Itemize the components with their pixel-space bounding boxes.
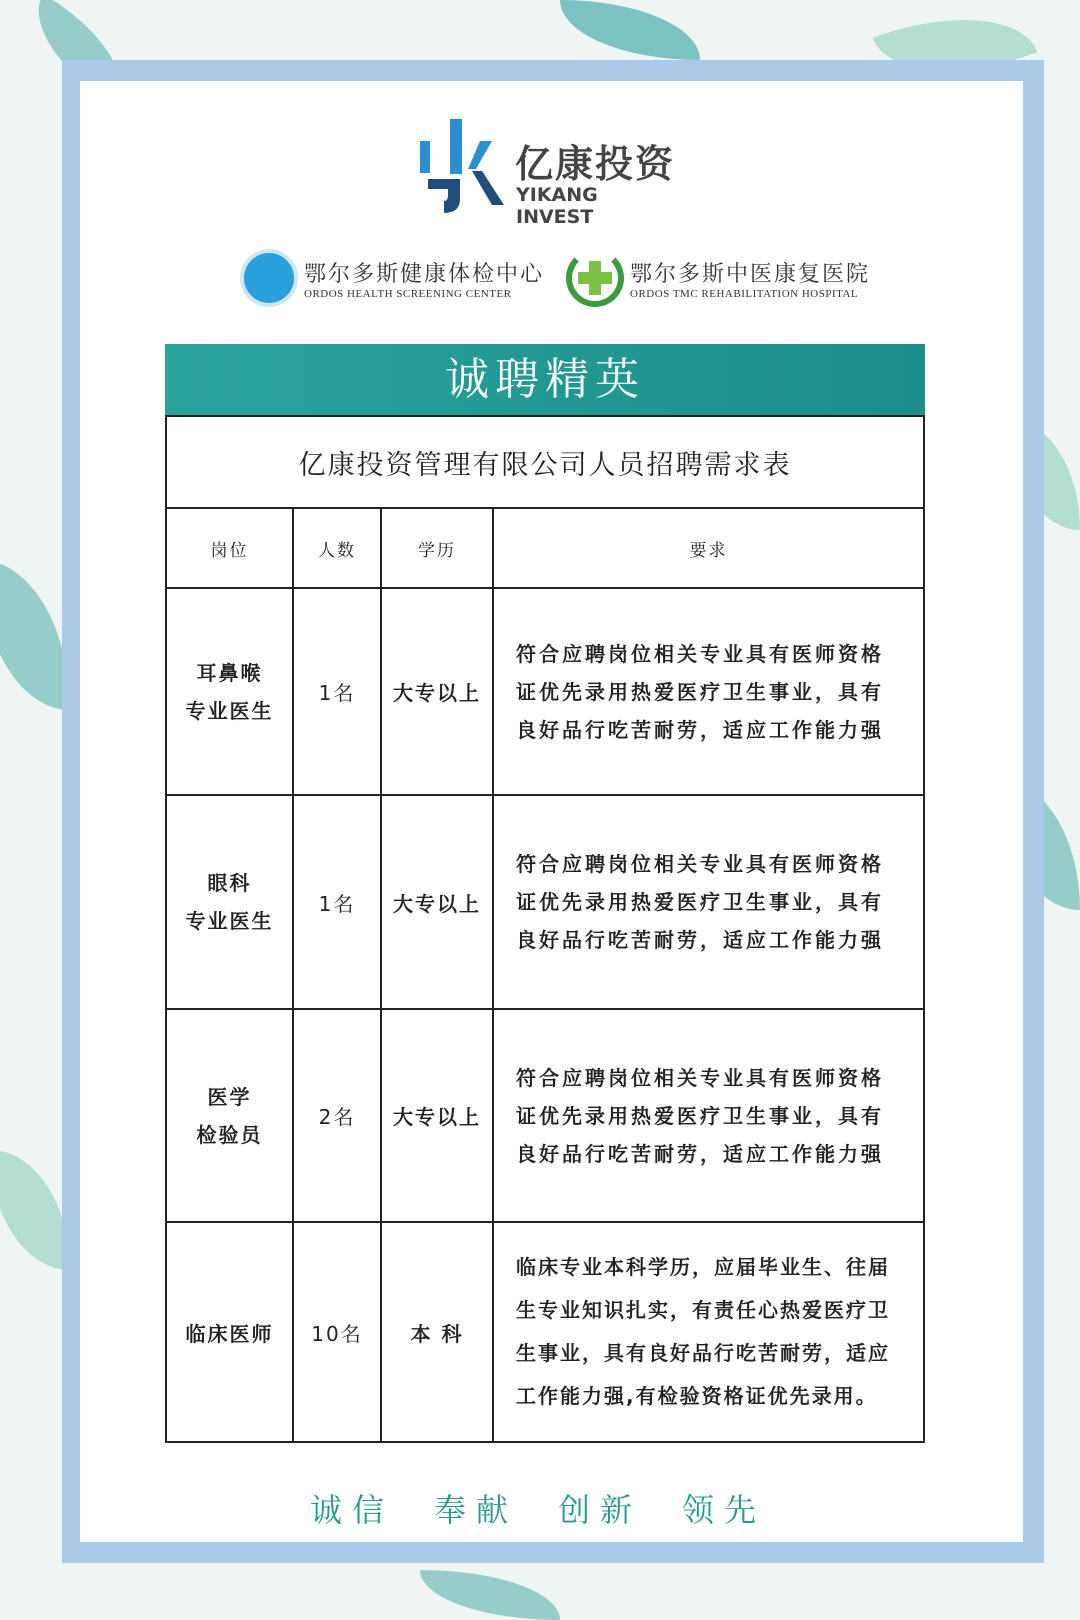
education-cell: 大专以上: [381, 1009, 493, 1222]
slogan-word: 奉献: [434, 1491, 519, 1529]
header-position: 岗位: [166, 508, 293, 588]
slogan-word: 领先: [682, 1491, 767, 1529]
requirement-cell: 临床专业本科学历，应届毕业生、往届生专业知识扎实，有责任心热爱医疗卫生事业，具有良好品行吃苦耐劳，适应工作能力强,有检验资格证优先录用。: [493, 1222, 924, 1442]
logo-name-cn: 亿康投资: [515, 142, 676, 186]
count-cell: 10名: [293, 1222, 381, 1442]
position-line: 临床医师: [185, 1321, 274, 1346]
partner-name-cn: 鄂尔多斯中医康复医院: [630, 261, 871, 287]
table-row: [166, 1009, 924, 1222]
partner-screening-center: [240, 250, 544, 306]
table-title: 亿康投资管理有限公司人员招聘需求表: [166, 416, 924, 508]
count-cell: 1名: [293, 588, 381, 795]
header-requirement: 要求: [493, 508, 924, 588]
logo-name-en: YIKANG INVEST: [516, 184, 598, 228]
table-row: [166, 1222, 924, 1442]
count-cell: 2名: [293, 1009, 381, 1222]
partner-name-cn: 鄂尔多斯健康体检中心: [304, 261, 545, 287]
green-cross-hands-icon: [566, 249, 624, 307]
slogan: [310, 1485, 806, 1531]
header-education: 学历: [381, 508, 493, 588]
position-line: 医学: [207, 1084, 252, 1109]
position-line: 专业医生: [185, 698, 274, 723]
position-line: 耳鼻喉: [196, 660, 263, 685]
partner-name-en: ORDOS HEALTH SCREENING CENTER: [304, 287, 512, 300]
education-cell: 本 科: [381, 1222, 493, 1442]
yikang-logo: [420, 119, 680, 228]
recruitment-banner: 诚聘精英: [165, 344, 925, 415]
position-line: 检验员: [196, 1122, 263, 1147]
screening-center-emblem-icon: [240, 249, 298, 307]
slogan-word: 诚信: [310, 1491, 395, 1529]
partner-name-en: ORDOS TMC REHABILITATION HOSPITAL: [630, 287, 859, 300]
yikang-logo-mark-icon: [420, 119, 505, 214]
table-row: [166, 588, 924, 795]
position-cell: [166, 1222, 293, 1442]
position-cell: [166, 1009, 293, 1222]
slogan-word: 创新: [558, 1491, 643, 1529]
header-count: 人数: [293, 508, 381, 588]
requirement-cell: 符合应聘岗位相关专业具有医师资格证优先录用热爱医疗卫生事业，具有良好品行吃苦耐劳，适应工作能力强: [493, 1009, 924, 1222]
table-row: [166, 795, 924, 1009]
position-line: 眼科: [207, 871, 252, 895]
education-cell: 大专以上: [381, 795, 493, 1009]
position-cell: [166, 588, 293, 795]
count-cell: 1名: [293, 795, 381, 1009]
requirement-cell: 符合应聘岗位相关专业具有医师资格证优先录用热爱医疗卫生事业，具有良好品行吃苦耐劳，适应工作能力强: [493, 588, 924, 795]
education-cell: 大专以上: [381, 588, 493, 795]
partner-tmc-hospital: [566, 250, 870, 306]
recruitment-table: [165, 415, 925, 1443]
requirement-cell: 符合应聘岗位相关专业具有医师资格证优先录用热爱医疗卫生事业，具有良好品行吃苦耐劳，适应工作能力强: [493, 795, 924, 1009]
position-line: 专业医生: [185, 909, 274, 933]
position-cell: [166, 795, 293, 1009]
